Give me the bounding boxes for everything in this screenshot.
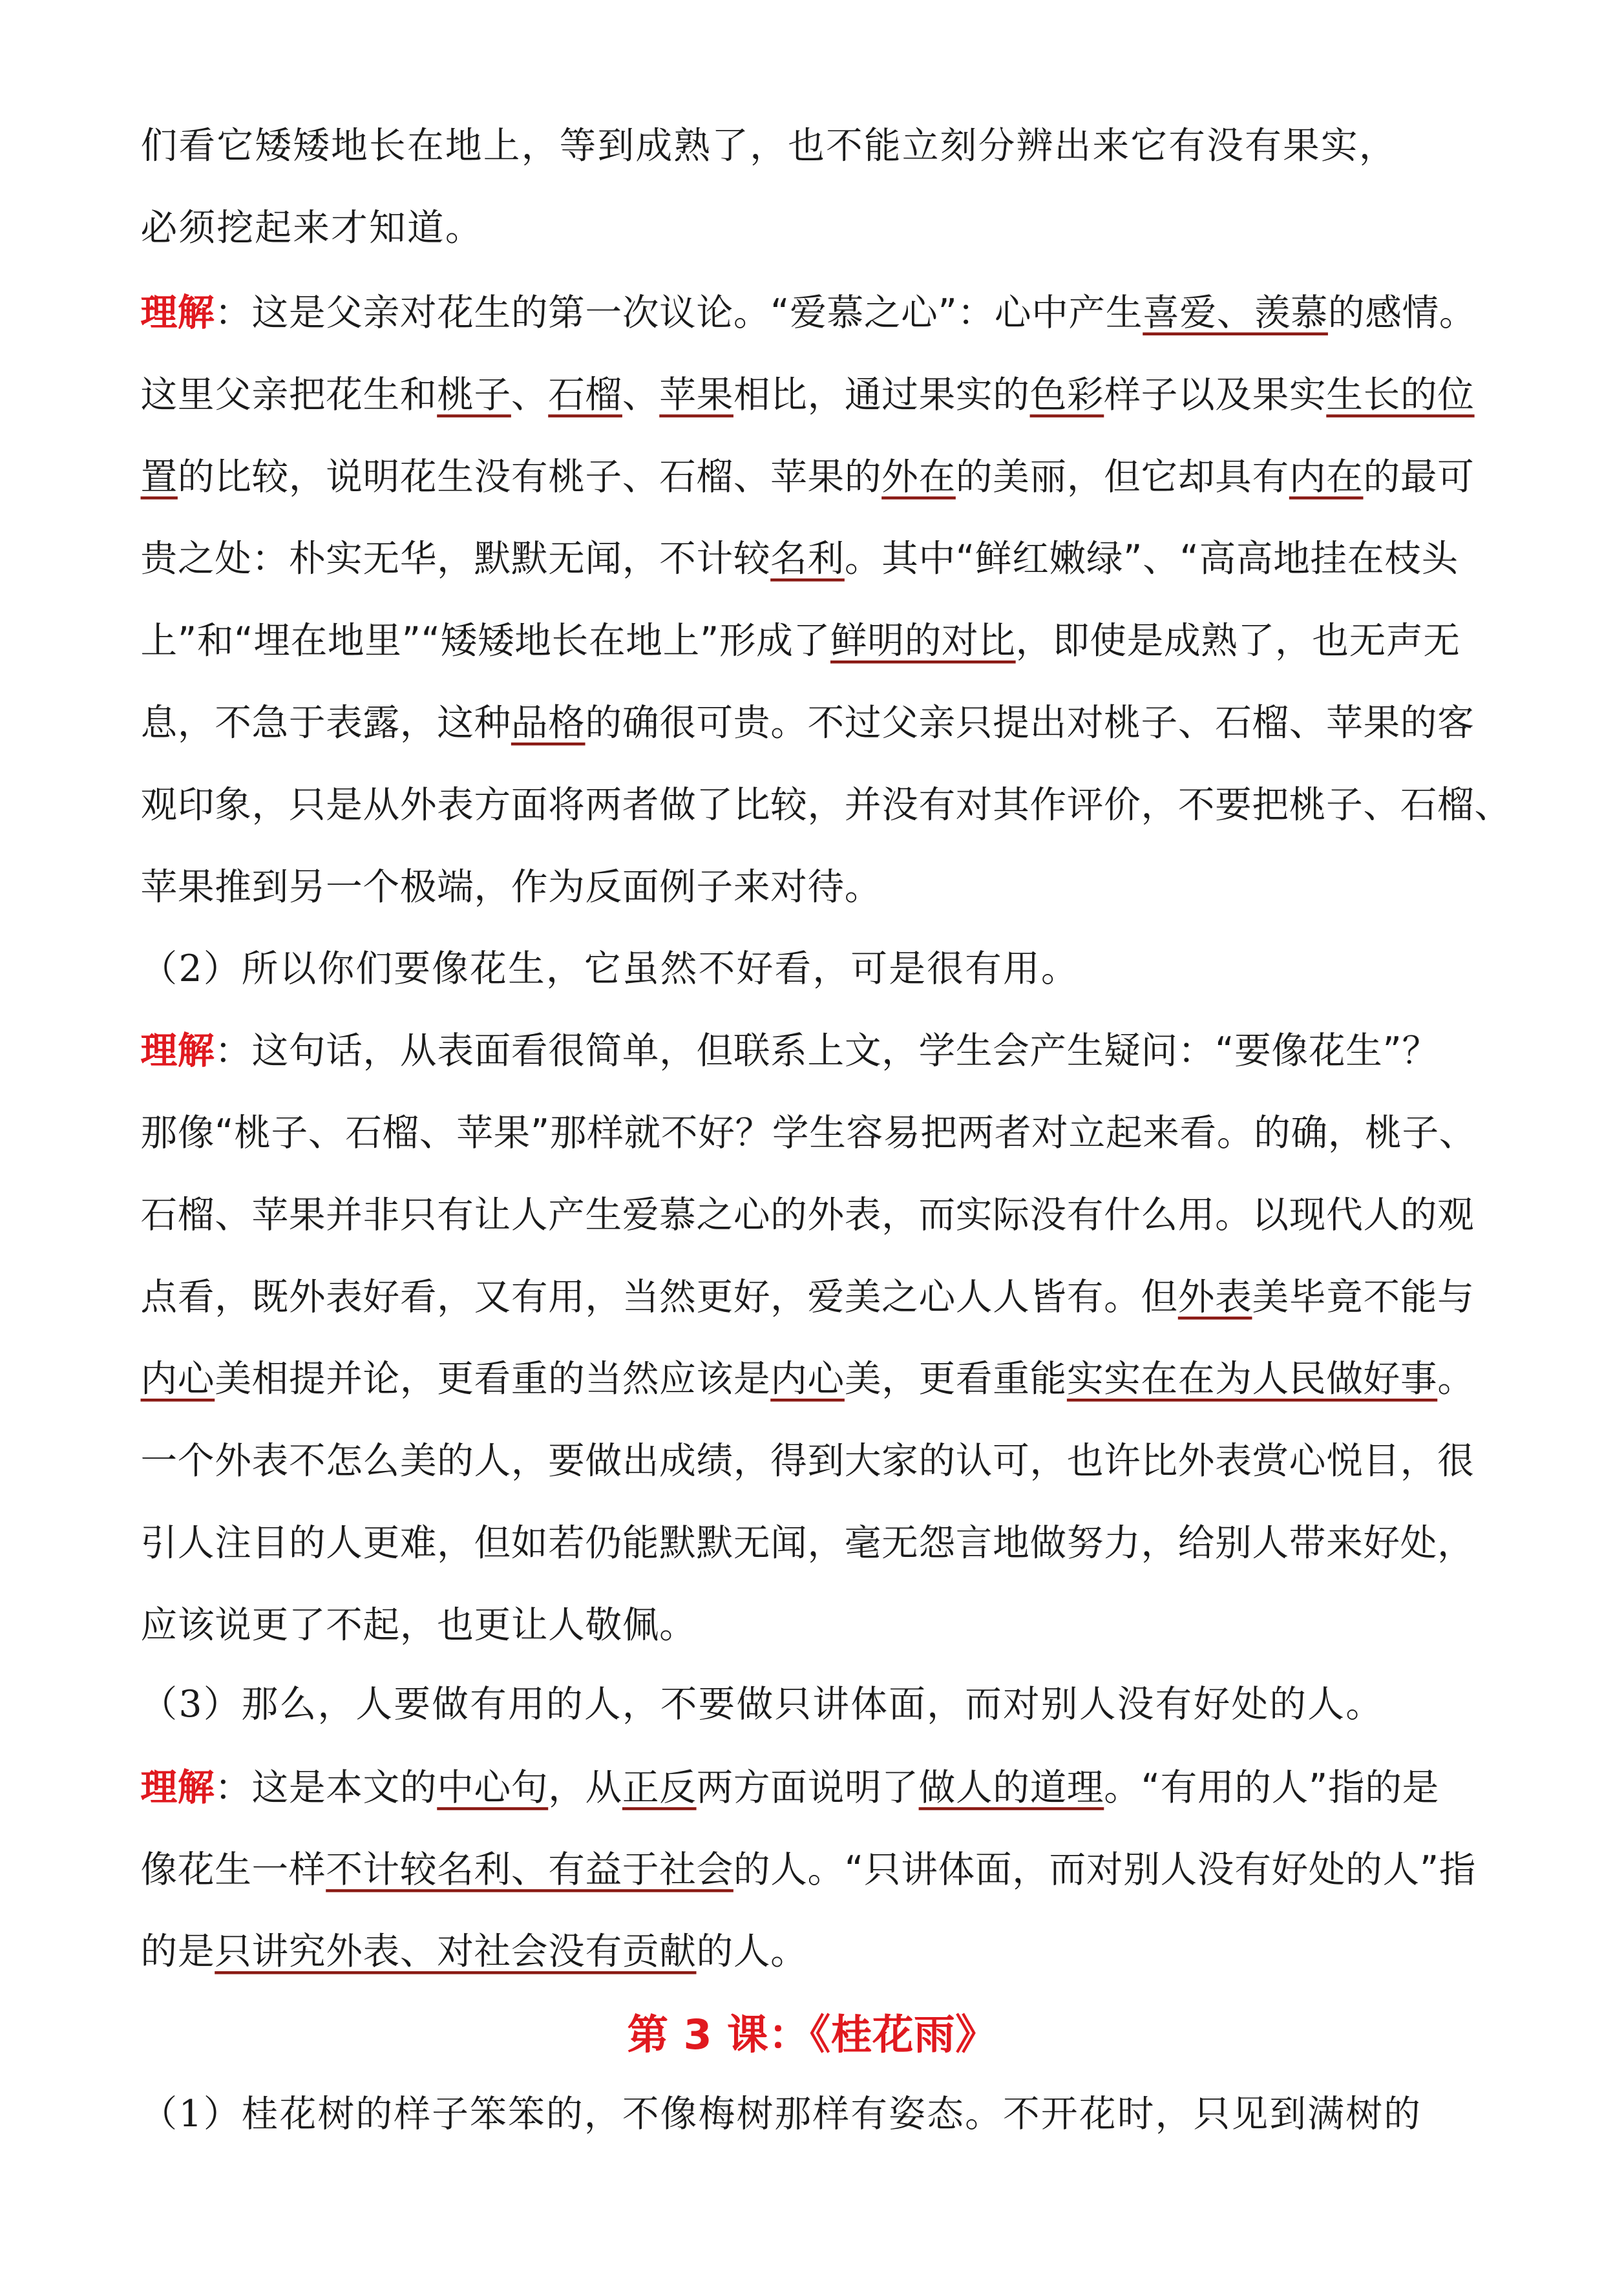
underlined-keyword: 中心句	[437, 1766, 549, 1809]
text-run: 这里父亲把花生和	[140, 373, 438, 416]
text-run: 美相提并论，更看重的当然应该是	[215, 1357, 771, 1401]
text-run: 石榴、苹果并非只有让人产生爱慕之心的外表，而实际没有什么用。以现代人的观	[140, 1193, 1475, 1236]
underlined-keyword: 喜爱、羡慕	[1143, 291, 1328, 334]
underlined-keyword: 苹果	[659, 373, 733, 416]
underlined-keyword: 做人的道理	[918, 1766, 1104, 1809]
text-run: 样子以及果实	[1104, 373, 1327, 416]
underlined-keyword: 不计较名利、有益于社会	[326, 1848, 733, 1891]
lesson-3-heading: 第 3 课：《桂花雨》	[627, 2011, 997, 2059]
text-run: 应该说更了不起，也更让人敬佩。	[140, 1603, 697, 1646]
quote-3-text: （3）那么，人要做有用的人，不要做只讲体面，而对别人没有好处的人。	[140, 1682, 1384, 1726]
underlined-keyword: 实实在在为人民做好事	[1066, 1357, 1438, 1401]
text-run: 的比较，说明花生没有桃子、石榴、苹果的	[177, 455, 882, 498]
text-run: 苹果推到另一个极端，作为反面例子来对待。	[140, 865, 882, 908]
text-run: 。“有用的人”指的是	[1104, 1766, 1439, 1809]
text-run: 美毕竟不能与	[1252, 1275, 1475, 1318]
underlined-keyword: 正反	[622, 1766, 697, 1809]
explanation-2-line-1	[141, 1028, 1439, 1075]
explanation-3-line-1	[141, 1765, 1439, 1812]
explanation-1-line-2	[141, 372, 1475, 419]
lesson-3-quote-1-text: （1）桂花树的样子笨笨的，不像梅树那样有姿态。不开花时，只见到满树的	[140, 2093, 1422, 2135]
underlined-keyword: 外表	[1177, 1275, 1252, 1318]
explanation-2-line-2	[141, 1110, 1477, 1158]
text-run: ：这是父亲对花生的第一次议论。“爱慕之心”：心中产生	[215, 291, 1143, 334]
text-run: 引人注目的人更难，但如若仍能默默无闻，毫无怨言地做努力，给别人带来好处，	[140, 1521, 1475, 1565]
text-run: 息，不急于表露，这种	[140, 701, 511, 745]
explanation-2-line-4	[141, 1274, 1475, 1321]
text-run: ，即使是成熟了，也无声无	[1015, 619, 1461, 662]
text-run: 两方面说明了	[696, 1766, 919, 1809]
underlined-keyword: 桃子	[437, 373, 511, 416]
explanation-1-line-1	[141, 290, 1477, 337]
text-run: 的是	[140, 1930, 215, 1973]
explanation-2-line-8	[141, 1602, 697, 1649]
explanation-2-line-6	[141, 1438, 1475, 1485]
explanation-2-line-7	[141, 1520, 1475, 1567]
explanation-2-line-5	[141, 1356, 1475, 1403]
text-run: 点看，既外表好看，又有用，当然更好，爱美之心人人皆有。但	[140, 1275, 1178, 1318]
explanation-1-line-8	[141, 864, 882, 911]
underlined-keyword: 只讲究外表、对社会没有贡献	[215, 1930, 697, 1973]
text-run: 。其中“鲜红嫩绿”、“高高地挂在枝头	[844, 537, 1459, 580]
text-run: 那像“桃子、石榴、苹果”那样就不好？学生容易把两者对立起来看。的确，桃子、	[140, 1111, 1477, 1154]
text-run: 观印象，只是从外表方面将两者做了比较，并没有对其作评价，不要把桃子、石榴、	[140, 783, 1512, 827]
text-run: 的感情。	[1327, 291, 1477, 334]
text-run: ：这句话，从表面看很简单，但联系上文，学生会产生疑问：“要像花生”？	[215, 1029, 1439, 1072]
underlined-keyword: 名利	[770, 537, 845, 580]
text-run: 、	[622, 373, 660, 416]
explanation-3-line-3	[141, 1929, 808, 1976]
text-run: 的确很可贵。不过父亲只提出对桃子、石榴、苹果的客	[585, 701, 1475, 745]
explanation-label: 理解	[140, 1029, 215, 1072]
text-run: 的人。“只讲体面，而对别人没有好处的人”指	[733, 1848, 1477, 1891]
explanation-1-line-6	[141, 700, 1475, 747]
explanation-label: 理解	[140, 1766, 215, 1809]
text-run: ，从	[548, 1766, 622, 1809]
explanation-1-line-4	[141, 536, 1459, 583]
text-run: 的最可	[1363, 455, 1475, 498]
underlined-keyword: 色彩	[1029, 373, 1104, 416]
text-run: 、	[511, 373, 549, 416]
quote-intro-line-2: 必须挖起来才知道。	[140, 206, 483, 249]
explanation-1-line-5	[141, 618, 1461, 665]
text-run: 。	[1437, 1357, 1475, 1401]
text-run: 贵之处：朴实无华，默默无闻，不计较	[140, 537, 771, 580]
underlined-keyword: 内在	[1289, 455, 1364, 498]
quote-2-text: （2）所以你们要像花生，它虽然不好看，可是很有用。	[140, 947, 1079, 990]
text-run: 的美丽，但它却具有	[955, 455, 1289, 498]
text-run: 一个外表不怎么美的人，要做出成绩，得到大家的认可，也许比外表赏心悦目，很	[140, 1439, 1475, 1483]
explanation-3-line-2	[141, 1846, 1477, 1894]
underlined-keyword: 内心	[140, 1357, 215, 1401]
explanation-label: 理解	[140, 291, 215, 334]
text-run: 上”和“埋在地里”“矮矮地长在地上”形成了	[140, 619, 830, 662]
explanation-1-line-3	[141, 454, 1475, 501]
underlined-keyword: 内心	[770, 1357, 845, 1401]
text-run: 相比，通过果实的	[733, 373, 1030, 416]
text-run: 的人。	[696, 1930, 808, 1973]
explanation-1-line-7	[141, 782, 1512, 829]
underlined-keyword: 置	[140, 455, 178, 498]
underlined-keyword: 外在	[881, 455, 956, 498]
quote-intro-line-1: 们看它矮矮地长在地上，等到成熟了，也不能立刻分辨出来它有没有果实，	[140, 124, 1397, 167]
underlined-keyword: 鲜明的对比	[830, 619, 1016, 662]
text-run: 美，更看重能	[844, 1357, 1067, 1401]
text-run: ：这是本文的	[215, 1766, 438, 1809]
underlined-keyword: 品格	[511, 701, 585, 745]
underlined-keyword: 石榴	[548, 373, 622, 416]
text-run: 像花生一样	[140, 1848, 326, 1891]
explanation-2-line-3	[141, 1192, 1475, 1240]
underlined-keyword: 生长的位	[1326, 373, 1475, 416]
